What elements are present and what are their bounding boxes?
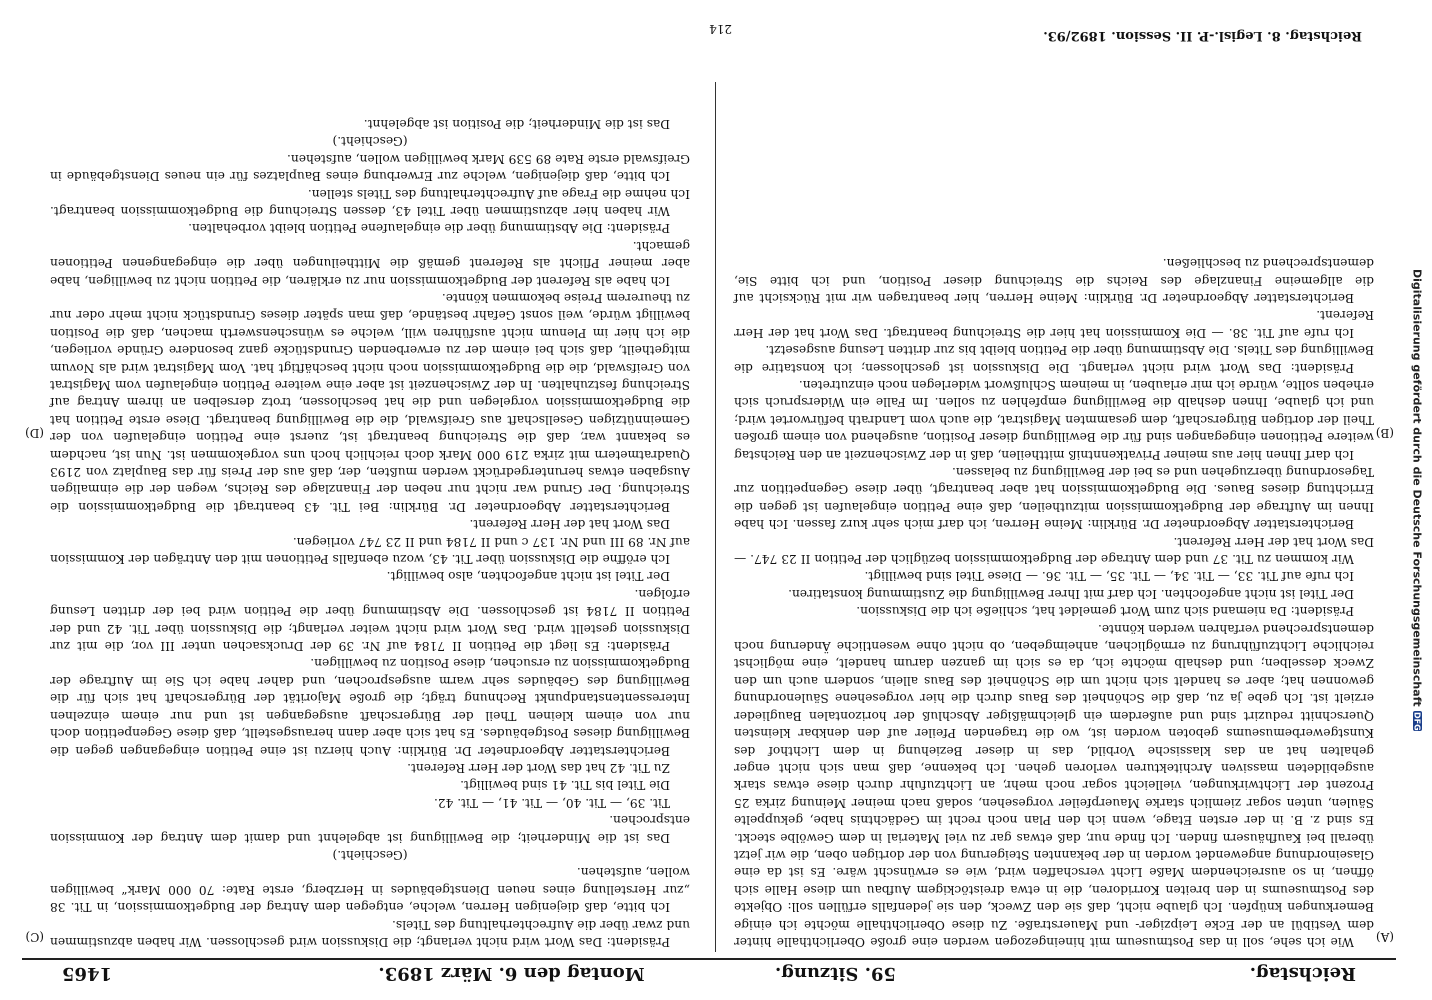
paragraph: Das ist die Minderheit; die Position ist abgelehnt.	[363, 116, 670, 131]
paragraph: Ich rufe auf Tit. 33, — Tit. 34, — Tit. 35, — Tit. 36. — Diese Titel sind bewilligt.	[864, 569, 1354, 584]
page-footer-legislature: Reichstag. 8. Legisl.-P. II. Session. 1892/93.	[1043, 28, 1362, 43]
header-reichstag: Reichstag.	[1249, 963, 1356, 984]
margin-credit	[1408, 0, 1426, 1000]
column-divider	[715, 82, 716, 952]
paragraph: Wie ich sehe, soll in das Postmuseum mit hineingezogen werden eine große Oberlichthalle hinter dem Vestibül an der Ecke Leipziger- und Mauerstraße. Zu diese Oberlichthalle möchte ich einige Bemerkungen knüpfen. Ich glaube nicht, daß sie den Zweck, den sie jedenfalls erfüllen soll: Objekte des Postmuseums in den breiten Korridoren, die in etwa dreistöckigem Aufbau um diese Halle sich öffnen, in so ausreichendem Maße Licht verschaffen wird, wie es erwünscht wäre. Es ist da eine Glaseinordnung angewendet worden in der bekannten Steigerung von der dortigen oben, die wir jetzt überall bei Kaufhäusern finden. Ich finde nur, daß etwas gar zu viel Material in dem Gewölbe steckt. Es sind z. B. in der ersten Etage, wenn ich den Plan noch recht im Gedächtnis habe, gekuppelte Säulen, unten sogar ziemlich starke Mauerpfeiler vorgesehen, sodaß nach meiner Meinung zirka 25 Prozent der Lichtwirkungen, vielleicht sogar noch mehr, an Lichtzufuhr durch diese etwas stark ausgebildeten massiven Architekturen verloren gehen. Ich bekenne, daß man sich nicht enger gehalten hat an das klassische Vorbild, das in dieser Beziehung in dem Lichthof des Kunstgewerbemuseums geboten worden ist, wo die tragenden Pfeiler auf den denkbar kleinsten Querschnitt reduzirt sind und außerdem ein gleichmäßiger Abschluß der horizontalen Bauglieder erzielt ist. Ich gebe ja zu, daß die Schönheit des Baus durch die hier vorgesehene Säulenordnung gewonnen hat; aber es handelt sich nicht um die Schönheit des Baus allein, sondern auch um den Zweck desselben; und deshalb möchte ich, da es sich im ganzen darum handelt, eine möglichst reichliche Lichtzuführung zu ermöglichen, anheimgeben, ob nicht ohne wesentliche Änderung noch dementsprechend verfahren werden könnte.	[734, 621, 1374, 949]
paragraph: Berichterstatter Abgeordneter Dr. Bürklin: Meine Herren, ich darf mich sehr kurz fassen. Ich habe Ihnen im Auftrage der Budgetkommission mitzutheilen, daß eine Petition eingelaufen ist gegen die Errichtung dieses Baues. Die Budgetkommission hat aber beantragt, über diese Gegenpetition zur Tagesordnung überzugehen und es bei der Bewilligung zu belassen.	[734, 465, 1374, 532]
paragraph: Ich bitte, daß diejenigen Herren, welche, entgegen dem Antrag der Budgetkommission, in Tit. 38 „zur Herstellung eines neuen Dienstgebäudes in Herzberg, erste Rate: 70 000 Mark“ bewilligen wollen, aufstehen.	[50, 865, 690, 915]
margin-mark-d: (D)	[25, 426, 44, 440]
paragraph: Präsident: Es liegt die Petition II 7184 auf Nr. 39 der Drucksachen unter III vor, die mit zur Diskussion gestellt wird. Das Wort wird nicht weiter verlangt; die Diskussion über Tit. 42 und der Petition II 7184 ist geschlossen. Die Abstimmung über die Petition wird bei der dritten Lesung erfolgen.	[50, 586, 690, 654]
left-column	[734, 60, 1374, 950]
dfg-logo-icon: DFG	[1412, 711, 1422, 731]
header-date-text: Montag den 6. März 1893.	[378, 963, 645, 984]
page-number: 1465	[62, 963, 113, 984]
stage-direction: (Geschieht.)	[332, 134, 408, 149]
paragraph: Berichterstatter Abgeordneter Dr. Bürklin: Bei Tit. 43 beantragt die Budgetkommission die Streichung. Der Grund war nicht nur neben der Finanzlage des Reichs, wegen der die einmaligen Ausgaben etwas heruntergedrückt werden mußten, der, daß aus der Preis für das Bauplatz von 2193 Quadratmetern mit zirka 219 000 Mark doch reichlich hoch uns vorgekommen ist. Nun ist, nachdem es bekannt war, daß die Streichung beantragt ist, zuerst eine Petition eingelaufen von der Gemeinnützigen Gesellschaft aus Greifswald, die die Bewilligung beantragt. Diese erste Petition hat die Budgetkommission vorgelegen und die hat beschlossen, trotz derselben an ihrem Antrag auf Streichung festzuhalten. In der Zwischenzeit ist aber eine weitere Petition eingelaufen vom Magistrat von Greifswald, die die Budgetkommission noch nicht beschäftigt hat. Vom Magistrat wird als Novum mitgetheilt, daß sich bei einem der zu erwerbenden Grundstücke ganz besondere Gründe vorliegen, die ich hier im Plenum nicht ausführen will, welche es wünschenswerth machen, daß die Position bewilligt würde, weil sonst Gefahr bestände, daß man später dieses Grundstück nicht mehr oder nur zu theurerem Preise bekommen könnte.	[50, 290, 690, 514]
margin-mark-b: (B)	[1375, 426, 1394, 440]
paragraph: Ich bitte, daß diejenigen, welche zur Erwerbung eines Bauplatzes für ein neues Dienstgebäude in Greifswald erste Rate 89 539 Mark bewilligen wollen, aufstehen.	[50, 151, 690, 184]
paragraph: Präsident: Das Wort wird nicht verlangt; die Diskussion wird geschlossen. Wir haben abzustimmen und zwar über die Aufrechterhaltung des Titels.	[50, 917, 690, 949]
right-column	[50, 60, 690, 950]
paragraph: Ich rufe auf Tit. 38. — Die Kommission hat hier die Streichung beantragt. Das Wort hat der Herr Referent.	[734, 308, 1374, 340]
paragraph: Präsident: Das Wort wird nicht verlangt. Die Diskussion ist geschlossen; ich konstatire die Bewilligung des Titels. Die Abstimmung über die Petition bleibt bis zur dritten Lesung ausgesetzt.	[734, 343, 1374, 375]
paragraph: Wir haben hier abzustimmen über Titel 43, dessen Streichung die Budgetkommission beantragt. Ich nehme die Frage auf Aufrechterhaltung des Titels stellen.	[50, 186, 690, 218]
margin-mark-c: (C)	[25, 930, 44, 944]
paragraph: Die Titel bis Tit. 41 sind bewilligt.	[460, 778, 670, 793]
header-session: 59. Sitzung.	[775, 963, 896, 984]
paragraph: Tit. 39, — Tit. 40, — Tit. 41, — Tit. 42.	[433, 795, 670, 810]
paragraph: Das ist die Minderheit; die Bewilligung ist abgelehnt und damit dem Antrag der Kommission entsprochen.	[50, 813, 690, 845]
paragraph: Präsident: Da niemand sich zum Wort gemeldet hat, schließe ich die Diskussion.	[856, 604, 1354, 619]
stage-direction: (Geschieht.)	[332, 847, 408, 862]
paragraph: Der Titel ist nicht angefochten, also bewilligt.	[386, 569, 670, 584]
paragraph: Ich eröffne die Diskussion über Tit. 43, wozu ebenfalls Petitionen mit den Anträgen der Kommission auf Nr. 89 III und Nr. 137 c und II 7184 und II 23 747 vorliegen.	[50, 534, 690, 567]
paragraph: Berichterstatter Abgeordneter Dr. Bürklin: Meine Herren, hier beantragen wir mit Rücksicht auf die allgemeine Finanzlage des Reichs die Streichung dieser Position, und ich bitte Sie, dementsprechend zu beschließen.	[734, 256, 1374, 305]
paragraph: Präsident: Die Abstimmung über die eingelaufene Petition bleibt vorbehalten.	[188, 221, 670, 236]
page-signature: 214	[709, 22, 732, 36]
paragraph: Das Wort hat der Herr Referent.	[469, 517, 670, 532]
paragraph: Wir kommen zu Tit. 37 und dem Antrage der Budgetkommission bezüglich der Petition II 23 747. — Das Wort hat der Herr Referent.	[734, 534, 1374, 567]
paragraph: Ich darf Ihnen hier aus meiner Privatkenntniß mittheilen, daß in der Zwischenzeit an den Reichstag weitere Petitionen eingegangen sind für die Bewilligung dieser Position, ausgehend von einem großen Theil der dortigen Bürgerschaft, dem gesammten Magistrat, die auch vom Landrath befürwortet wird; und ich glaube, Ihnen deshalb die Bewilligung empfehlen zu sollen. Im Falle ein Widerspruch sich erheben sollte, würde ich mir erlauben, in meinem Schlußwort widerlegen noch einzutreten.	[734, 378, 1374, 462]
paragraph: Zu Tit. 42 hat das Wort der Herr Referent.	[407, 760, 670, 775]
header-date	[62, 963, 645, 984]
page-header	[22, 958, 1396, 990]
paragraph: Ich habe als Referent der Budgetkommission nur zu erklären, die Petition nicht zu bewilligen, habe aber meiner Pflicht als Referent gemäß die Mittheilungen über die eingegangenen Petitionen gemacht.	[50, 238, 690, 288]
paragraph: Der Titel ist nicht angefochten. Ich darf mit Ihrer Bewilligung die Zustimmung konstatiren.	[788, 586, 1354, 601]
paragraph: Berichterstatter Abgeordneter Dr. Bürklin: Auch hierzu ist eine Petition eingegangen gegen die Bewilligung dieses Postgebäudes. Es hat sich aber dann herausgestellt, daß diese Gegenpetition doch nur von einem kleinen Theil der Bürgerschaft ausgegangen ist und nur einem einzelnen Interessentenstandpunkt Rechnung trägt; die große Majorität der Bürgerschaft hat sich für die Bewilligung des Gebäudes sehr warm ausgesprochen, und daher habe ich Sie im Auftrage der Budgetkommission zu ersuchen, diese Position zu bewilligen.	[50, 656, 690, 758]
margin-mark-a: (A)	[1375, 930, 1394, 944]
margin-credit-text: Digitalisierung gefördert durch die Deutsche Forschungsgemeinschaft	[1410, 268, 1424, 707]
